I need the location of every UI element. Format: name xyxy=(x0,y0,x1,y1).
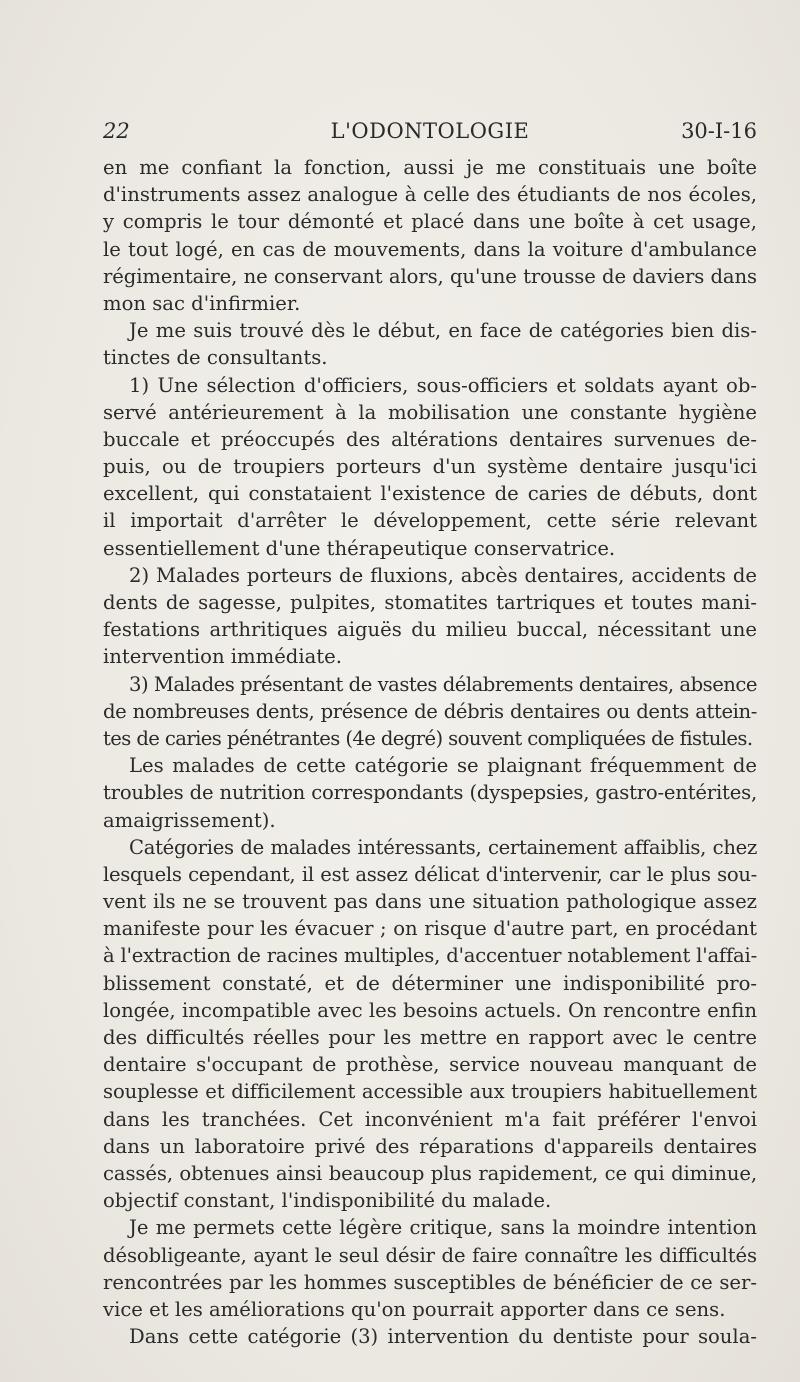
text-line: buccale et préoccupés des altérations dentaires survenues de- xyxy=(103,427,757,451)
text-line: essentiellement d'une thérapeutique conservatrice. xyxy=(103,536,616,560)
text-line: vice et les améliorations qu'on pourrait apporter dans ce sens. xyxy=(103,1297,726,1321)
text-line: y compris le tour démonté et placé dans une boîte à cet usage, xyxy=(103,210,757,234)
text-line: excellent, qui constataient l'existence de caries de débuts, dont xyxy=(103,482,757,506)
text-line: régimentaire, ne conservant alors, qu'une trousse de daviers dans xyxy=(103,264,757,288)
text-line: cassés, obtenues ainsi beaucoup plus rapidement, ce qui diminue, xyxy=(103,1161,757,1185)
journal-title: L'ODONTOLOGIE xyxy=(330,119,530,143)
text-line: des difficultés réelles pour les mettre en rapport avec le centre xyxy=(103,1026,757,1049)
page-number: 22 xyxy=(103,119,130,143)
text-line: dans les tranchées. Cet inconvénient m'a fait préférer l'envoi xyxy=(103,1107,757,1131)
text-line: de nombreuses dents, présence de débris dentaires ou dents attein- xyxy=(103,699,757,723)
running-header xyxy=(103,116,757,146)
text-line: intervention immédiate. xyxy=(103,645,342,669)
text-line: festations arthritiques aiguës du milieu buccal, nécessitant une xyxy=(103,618,757,642)
text-line: à l'extraction de racines multiples, d'accentuer notablement l'affai- xyxy=(103,944,757,968)
text-line: 3) Malades présentant de vastes délabrements dentaires, absence xyxy=(129,672,757,696)
text-line: objectif constant, l'indisponibilité du malade. xyxy=(103,1189,552,1213)
body-text xyxy=(103,154,757,1350)
text-line: servé antérieurement à la mobilisation une constante hygiène xyxy=(103,400,757,424)
issue-date: 30-I-16 xyxy=(681,119,757,143)
text-line: lesquels cependant, il est assez délicat d'intervenir, car le plus sou- xyxy=(103,862,757,886)
text-line: Les malades de cette catégorie se plaignant fréquemment de xyxy=(129,754,757,778)
text-line: Je me permets cette légère critique, sans la moindre intention xyxy=(129,1216,757,1240)
text-line: Dans cette catégorie (3) intervention du dentiste pour soula- xyxy=(129,1325,757,1349)
text-line: manifeste pour les évacuer ; on risque d'autre part, en procédant xyxy=(103,917,757,941)
text-line: Je me suis trouvé dès le début, en face de catégories bien dis- xyxy=(129,319,757,343)
text-line: le tout logé, en cas de mouvements, dans la voiture d'ambulance xyxy=(103,237,757,261)
text-line: dentaire s'occupant de prothèse, service nouveau manquant de xyxy=(103,1053,757,1077)
text-line: d'instruments assez analogue à celle des étudiants de nos écoles, xyxy=(103,183,757,207)
text-line: dents de sagesse, pulpites, stomatites tartriques et toutes mani- xyxy=(103,591,757,614)
text-line: rencontrées par les hommes susceptibles de bénéficier de ce ser- xyxy=(103,1270,757,1294)
text-line: tinctes de consultants. xyxy=(103,346,328,370)
text-line: il importait d'arrêter le développement, cette série relevant xyxy=(103,509,757,533)
text-line: en me confiant la fonction, aussi je me constituais une boîte xyxy=(103,156,757,179)
text-line: désobligeante, ayant le seul désir de faire connaître les difficultés xyxy=(103,1243,757,1267)
text-line: 1) Une sélection d'officiers, sous-officiers et soldats ayant ob- xyxy=(129,373,757,397)
text-line: souplesse et difficilement accessible aux troupiers habituellement xyxy=(103,1080,757,1104)
text-line: blissement constaté, et de déterminer une indisponibilité pro- xyxy=(103,971,757,995)
text-line: mon sac d'infirmier. xyxy=(103,291,301,315)
text-line: dans un laboratoire privé des réparations d'appareils dentaires xyxy=(103,1134,757,1158)
text-line: puis, ou de troupiers porteurs d'un système dentaire jusqu'ici xyxy=(103,455,757,479)
text-line: Catégories de malades intéressants, certainement affaiblis, chez xyxy=(129,835,757,859)
text-line: 2) Malades porteurs de fluxions, abcès dentaires, accidents de xyxy=(129,563,757,587)
text-line: troubles de nutrition correspondants (dyspepsies, gastro-entérites, xyxy=(103,781,757,805)
text-line: amaigrissement). xyxy=(103,808,276,832)
text-line: tes de caries pénétrantes (4e degré) souvent compliquées de fistules. xyxy=(103,726,753,750)
text-line: longée, incompatible avec les besoins actuels. On rencontre enfin xyxy=(103,998,757,1022)
text-line: vent ils ne se trouvent pas dans une situation pathologique assez xyxy=(103,890,757,914)
